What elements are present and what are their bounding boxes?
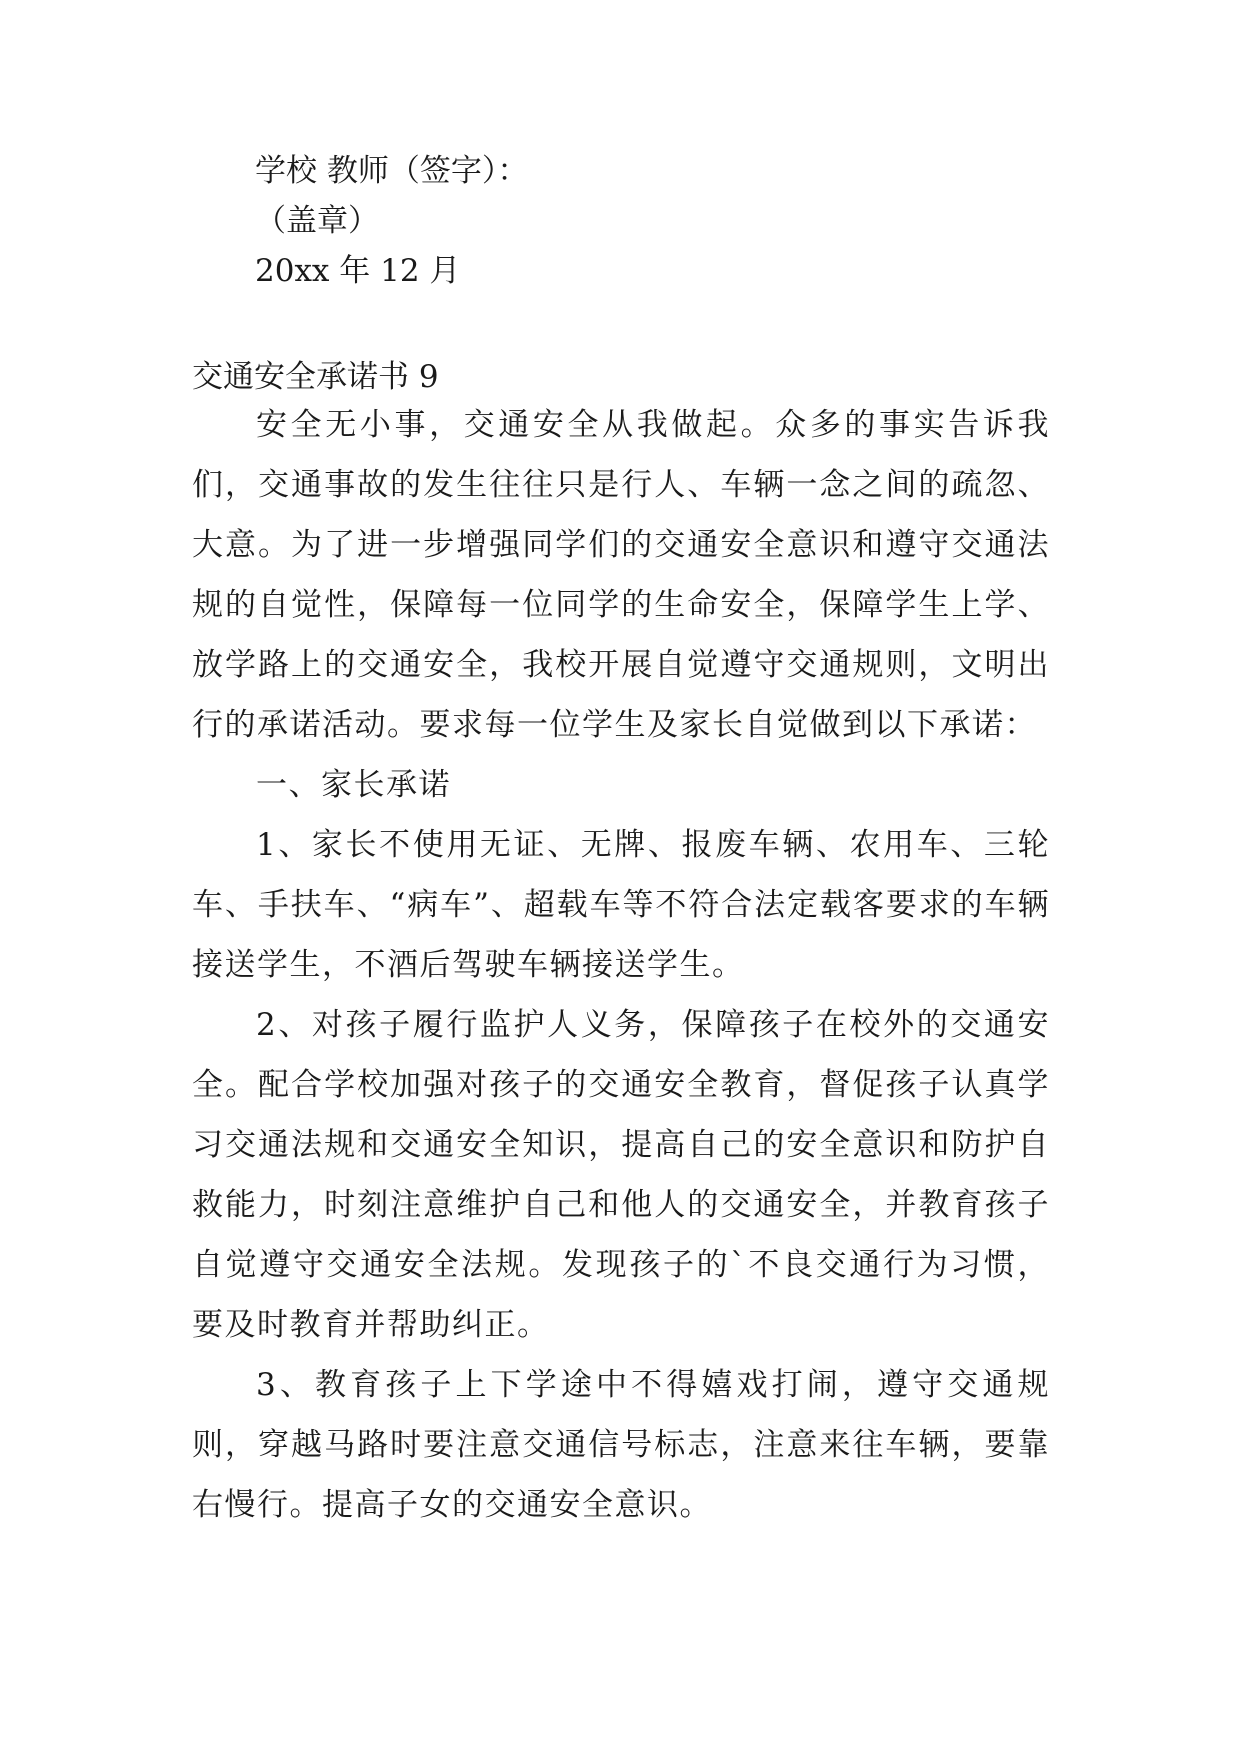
intro-paragraph: 安全无小事，交通安全从我做起。众多的事实告诉我们，交通事故的发生往往只是行人、车辆一念之间的疏忽、大意。为了进一步增强同学们的交通安全意识和遵守交通法规的自觉性，保障每一位同学的生命安全，保障学生上学、放学路上的交通安全，我校开展自觉遵守交通规则，文明出行的承诺活动。要求每一位学生及家长自觉做到以下承诺： <box>192 407 1050 743</box>
signature-teacher-line: 学校 教师（签字）： <box>255 153 529 189</box>
pledge-item-2: 2、对孩子履行监护人义务，保障孩子在校外的交通安全。配合学校加强对孩子的交通安全教育，督促孩子认真学习交通法规和交通安全知识，提高自己的安全意识和防护自救能力，时刻注意维护自己和他人的交通安全，并教育孩子自觉遵守交通安全法规。发现孩子的`不良交通行为习惯，要及时教育并帮助纠正。 <box>192 1007 1050 1343</box>
signature-seal-line: （盖章） <box>255 203 379 239</box>
section-title: 交通安全承诺书 9 <box>192 359 439 395</box>
pledge-item-3: 3、教育孩子上下学途中不得嬉戏打闹，遵守交通规则，穿越马路时要注意交通信号标志，注意来往车辆，要靠右慢行。提高子女的交通安全意识。 <box>192 1367 1050 1523</box>
pledge-item-1: 1、家长不使用无证、无牌、报废车辆、农用车、三轮车、手扶车、“病车”、超载车等不符合法定载客要求的车辆接送学生，不酒后驾驶车辆接送学生。 <box>192 827 1050 983</box>
parent-pledge-heading: 一、家长承诺 <box>256 767 451 803</box>
signature-date: 20xx 年 12 月 <box>255 253 461 289</box>
